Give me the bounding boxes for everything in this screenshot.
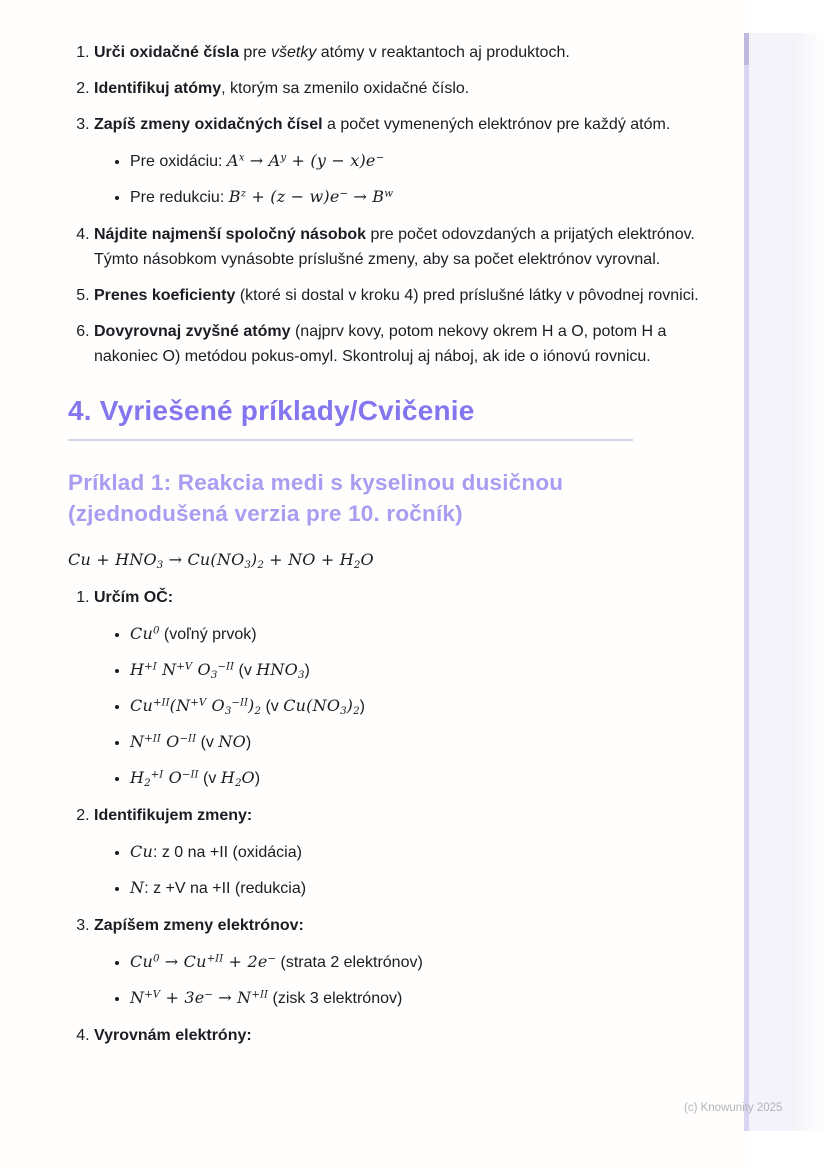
step-item (94, 913, 720, 1012)
bullet-item: • $Cu^{+II}(N^{+V}$ $O_3^{-II})_2$ (v $Cu(NO_3)_2$) (130, 693, 720, 720)
step-label: 4. Vyrovnám elektróny: (94, 1027, 252, 1044)
list-item (94, 319, 720, 369)
heading-divider (68, 439, 633, 441)
watermark: (c) Knowunity 2025 (684, 1102, 783, 1114)
list-item-text: 5. Prenes koeficienty (ktoré si dostal v kroku 4) pred príslušné látky v pôvodnej rovnici. (94, 287, 699, 304)
step-item (94, 585, 720, 792)
list-item-text: 1. Urči oxidačné čísla pre všetky atómy v reaktantoch aj produktoch. (94, 44, 570, 61)
intro-ordered-list (68, 40, 720, 369)
bullet-item: • Cu$^0$ (voľný prvok) (130, 621, 720, 648)
scrollbar-thumb[interactable] (744, 33, 749, 65)
chemical-equation: $Cu + HNO_3 \to Cu(NO_3)_2$ + NO + $H_2O$ (68, 550, 374, 571)
step-bullet-list (108, 839, 720, 902)
bullet-item: • $Cu^0 \to Cu^{+II} + 2e^-$ (strata 2 elektrónov) (130, 949, 720, 976)
list-item-text: 2. Identifikuj atómy, ktorým sa zmenilo oxidačné číslo. (94, 80, 470, 97)
list-item-text: 3. Zapíš zmeny oxidačných čísel a počet vymenených elektrónov pre každý atóm. (94, 116, 671, 133)
example-heading: Príklad 1: Reakcia medi s kyselinou dusičnou (zjednodušená verzia pre 10. ročník) (68, 470, 564, 526)
step-item (94, 1023, 720, 1048)
list-item-text: 4. Nájdite najmenší spoločný násobok pre počet odovzdaných a prijatých elektrónov. Týmto násobkom vynásobte príslušné zmeny, aby sa počet elektrónov vyrovnal. (94, 226, 695, 268)
step-item (94, 803, 720, 902)
step-label: 1. Určím OČ: (94, 589, 174, 606)
list-item-text: 6. Dovyrovnaj zvyšné atómy (najprv kovy, potom nekovy okrem H a O, potom H a nakoniec O) metódou pokus-omyl. Skontroluj aj náboj, ak ide o iónovú rovnicu. (94, 323, 667, 365)
sub-bullet-list (108, 148, 720, 211)
list-item (94, 76, 720, 101)
list-item (94, 40, 720, 65)
bullet-item: • Pre oxidáciu: $A^x \to A^y + (y - x)e^-$ (130, 148, 720, 175)
steps-ordered-list (68, 585, 720, 1048)
step-bullet-list (108, 949, 720, 1012)
bullet-item: • Cu: z 0 na +II (oxidácia) (130, 839, 720, 866)
step-bullet-list (108, 621, 720, 792)
bullet-item: • $H_2^{+I}$ $O^{-II}$ (v $H_2O$) (130, 765, 720, 792)
bullet-item: • $N^{+V} + 3e^- \to N^{+II}$ (zisk 3 elektrónov) (130, 985, 720, 1012)
list-item (94, 112, 720, 211)
list-item (94, 283, 720, 308)
bullet-item: • $N^{+II}$ $O^{-II}$ (v NO) (130, 729, 720, 756)
bullet-item: • N: z +V na +II (redukcia) (130, 875, 720, 902)
bullet-item: • Pre redukciu: $B^z + (z - w)e^- \to B^w$ (130, 184, 720, 211)
section-heading: 4. Vyriešené príklady/Cvičenie (68, 395, 475, 426)
bullet-item: • $H^{+I}$ $N^{+V}$ $O_3^{-II}$ (v $HNO_3$) (130, 657, 720, 684)
step-label: 2. Identifikujem zmeny: (94, 807, 253, 824)
page-right-gutter (744, 33, 828, 1131)
step-label: 3. Zapíšem zmeny elektrónov: (94, 917, 304, 934)
list-item (94, 222, 720, 272)
